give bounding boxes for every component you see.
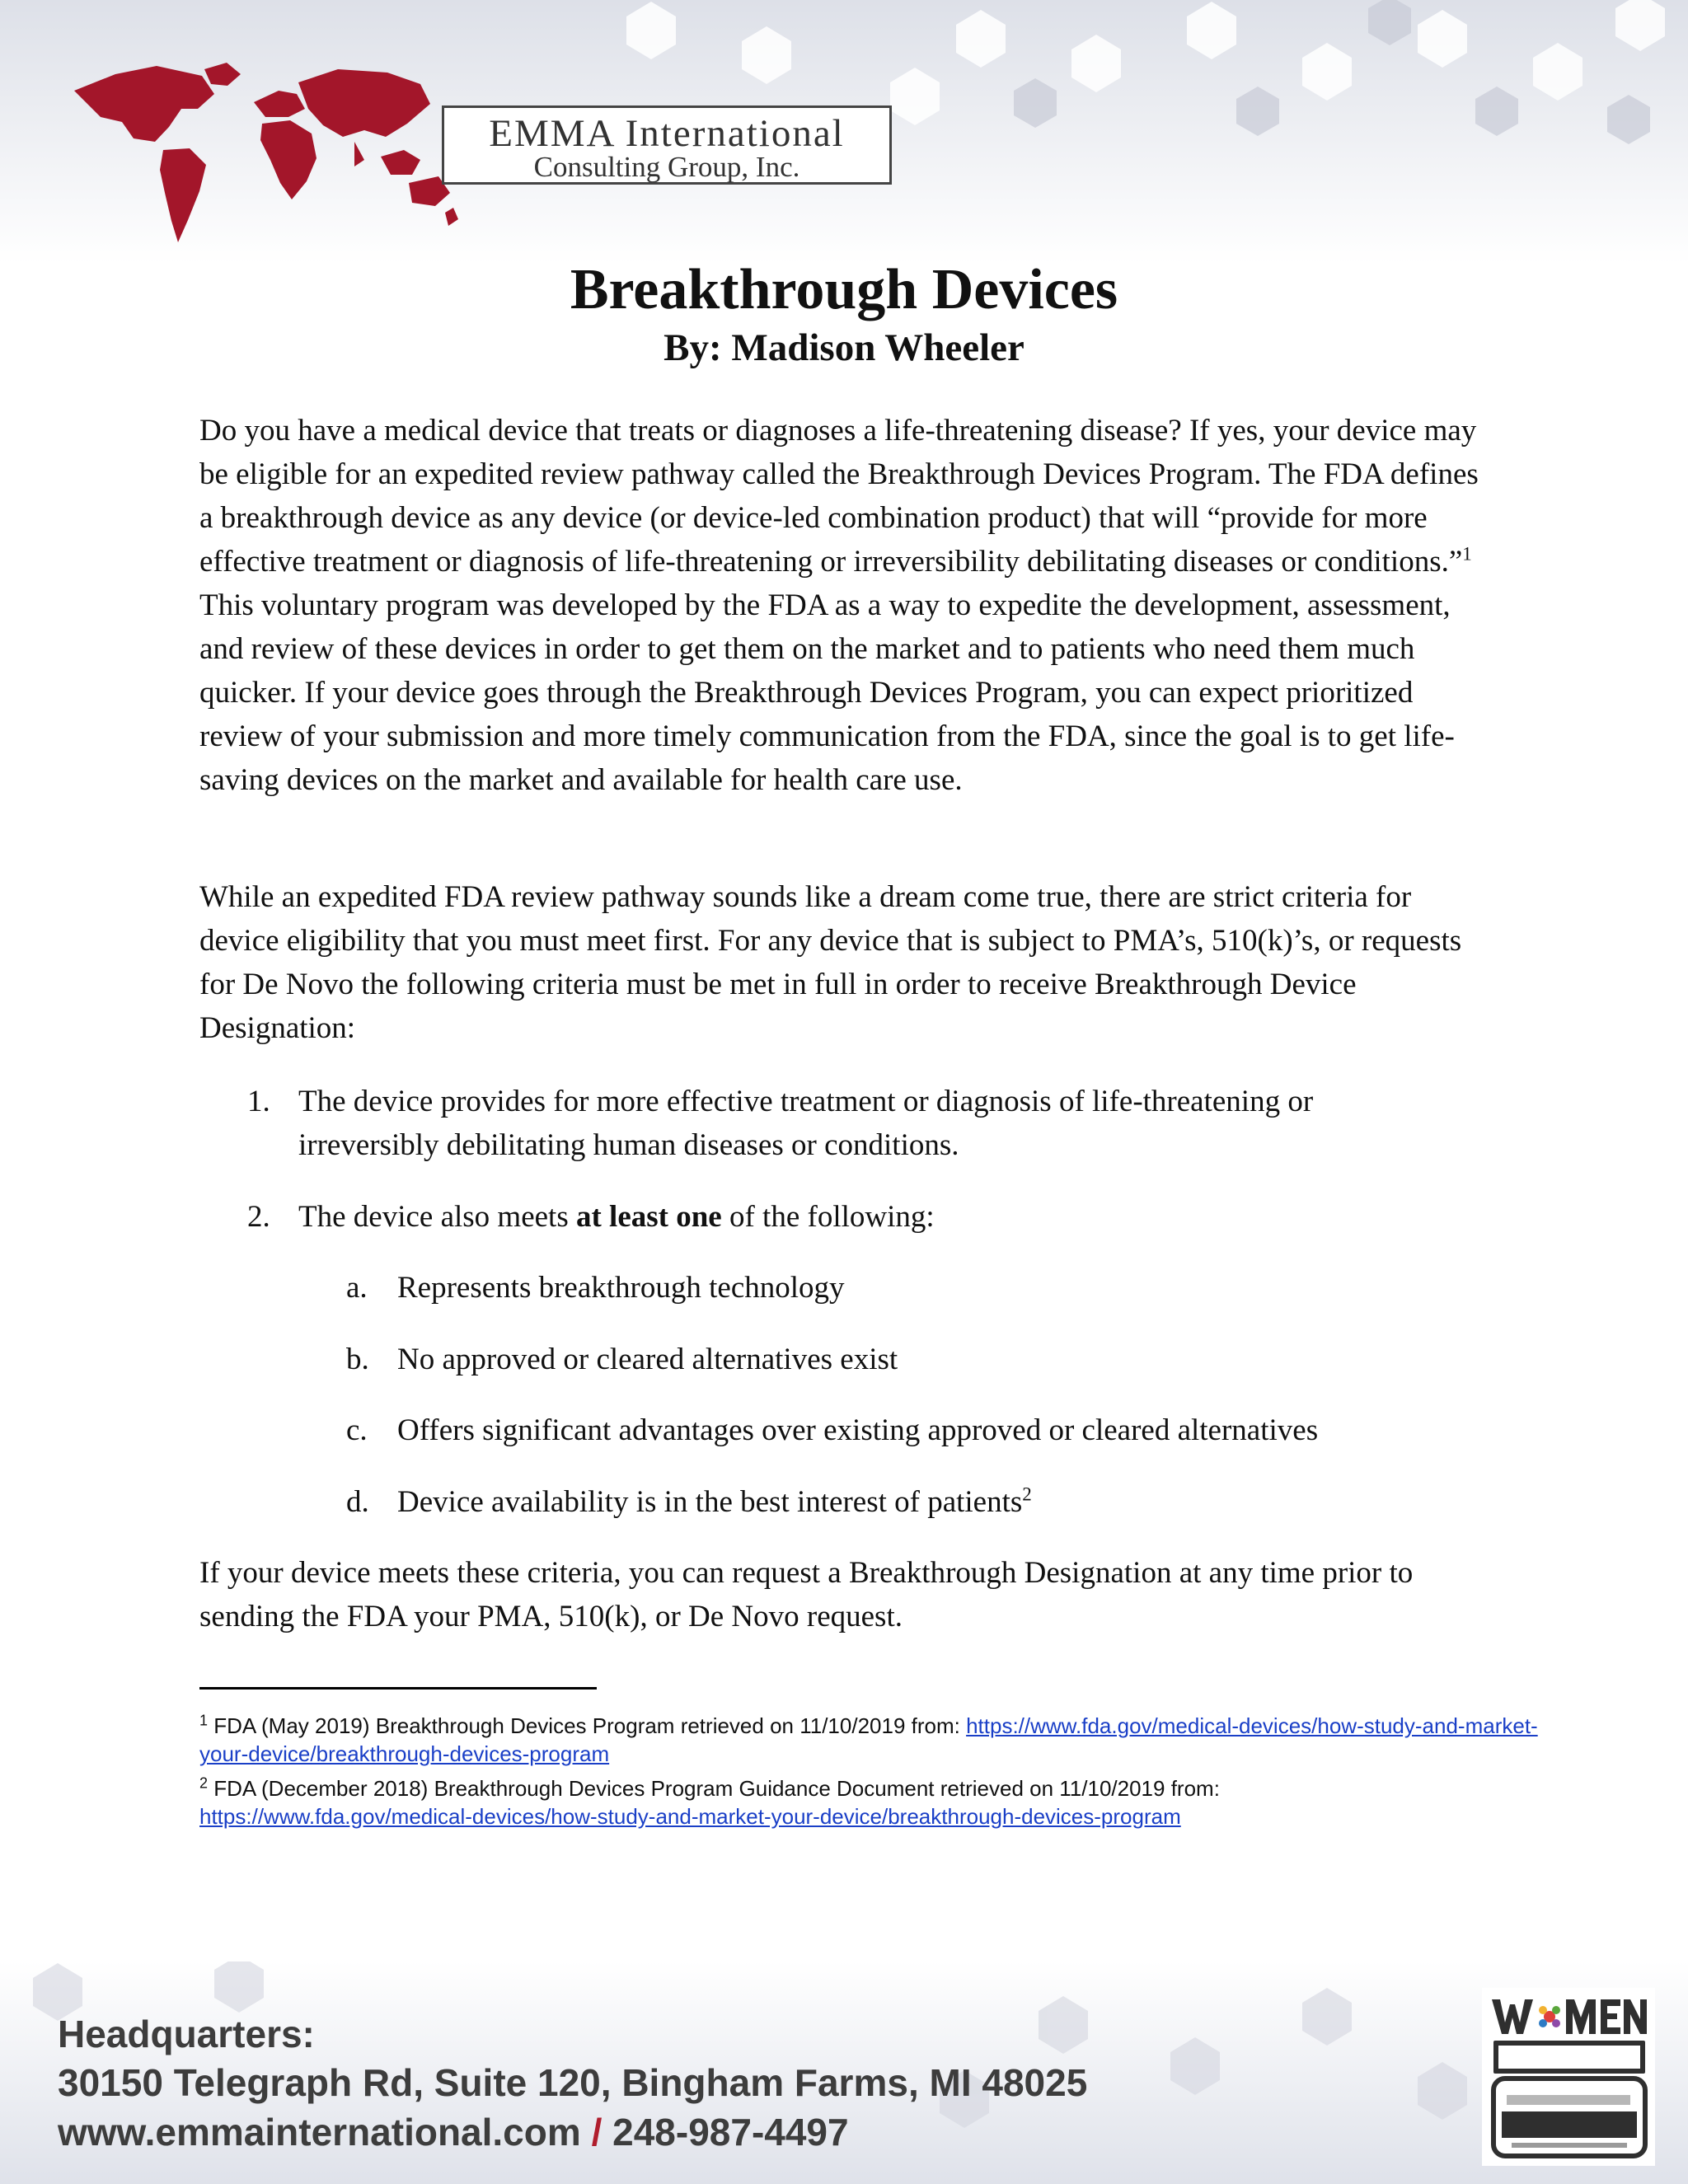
sub-criteria-text: No approved or cleared alternatives exist bbox=[397, 1343, 898, 1376]
footnote-1 bbox=[199, 1712, 1551, 1768]
sub-criteria-text-body: Device availability is in the best interest of patients bbox=[397, 1485, 1023, 1519]
sub-criteria-text: Offers significant advantages over existing approved or cleared alternatives bbox=[397, 1413, 1319, 1447]
world-map-logo bbox=[58, 51, 462, 249]
footnote-text: FDA (May 2019) Breakthrough Devices Program retrieved on 11/10/2019 from: bbox=[208, 1713, 967, 1738]
criteria-text-pre: The device also meets bbox=[298, 1200, 576, 1234]
paragraph-intro-text: Do you have a medical device that treats or diagnoses a life-threatening disease? If yes, your device may be eligible for an expedited review pathway called the Breakthrough Devices Program. The FDA defines a breakthrough device as any device (or device-led combination product) that will “provide for more effective treatment or diagnosis of life-threatening or irreversibility debilitating diseases or conditions.” bbox=[199, 414, 1479, 579]
article-title: Breakthrough Devices bbox=[570, 258, 1118, 321]
footnote-2 bbox=[199, 1774, 1551, 1830]
criteria-text-emphasis: at least one bbox=[575, 1200, 722, 1234]
sub-criteria-text bbox=[397, 1480, 1469, 1524]
paragraph-intro-continued: This voluntary program was developed by the FDA as a way to expedite the development, assessment, and review of these devices in order to get them on the market and to patients who need them much quicker. If your device goes through the Breakthrough Devices Program, you can expect prioritized review of your submission and more timely communication from the FDA, since the goal is to get life-saving devices on the market and available for health care use. bbox=[199, 588, 1455, 797]
criteria-number: 1. bbox=[247, 1085, 270, 1118]
criteria-number: 2. bbox=[247, 1200, 270, 1234]
paragraph-intro bbox=[199, 409, 1487, 802]
footnote-ref-1[interactable]: 1 bbox=[1462, 543, 1472, 565]
footnote-link[interactable]: https://www.fda.gov/medical-devices/how-study-and-market-your-device/breakthrough-devices-program bbox=[199, 1713, 1538, 1766]
women-owned-wbenc-badge-icon bbox=[1482, 1988, 1655, 2166]
sub-criteria-letter: c. bbox=[346, 1413, 368, 1447]
sub-criteria-text: Represents breakthrough technology bbox=[397, 1271, 845, 1305]
footer-hq-label: Headquarters: bbox=[58, 2013, 315, 2055]
footer-website[interactable]: www.emmainternational.com bbox=[58, 2111, 581, 2154]
criteria-text bbox=[298, 1195, 1452, 1239]
footer-phone: 248-987-4497 bbox=[612, 2111, 849, 2154]
sub-criteria-letter: a. bbox=[346, 1271, 368, 1305]
footer-address: 30150 Telegraph Rd, Suite 120, Bingham Farms, MI 48025 bbox=[58, 2061, 1088, 2104]
article-author: By: Madison Wheeler bbox=[663, 326, 1025, 369]
criteria-text-post: of the following: bbox=[721, 1200, 935, 1234]
paragraph-conclusion: If your device meets these criteria, you can request a Breakthrough Designation at any time prior to sending the FDA your PMA, 510(k), or De Novo request. bbox=[199, 1556, 1414, 1633]
footnote-text: FDA (December 2018) Breakthrough Devices Program Guidance Document retrieved on 11/10/2019 from: bbox=[208, 1776, 1220, 1801]
brand-subtitle: Consulting Group, Inc. bbox=[533, 151, 800, 183]
sub-criteria-letter: d. bbox=[346, 1485, 369, 1519]
footnote-divider bbox=[199, 1687, 597, 1690]
footnote-number: 2 bbox=[199, 1774, 209, 1792]
footnote-ref-2[interactable]: 2 bbox=[1022, 1483, 1032, 1505]
brand-name: EMMA International bbox=[489, 112, 845, 155]
brand-box bbox=[442, 105, 892, 185]
criteria-text: The device provides for more effective treatment or diagnosis of life-threatening or irreversibly debilitating human diseases or conditions. bbox=[298, 1085, 1314, 1162]
footer-contact bbox=[58, 2110, 849, 2154]
footer-separator: / bbox=[591, 2111, 603, 2154]
footnote-link[interactable]: https://www.fda.gov/medical-devices/how-study-and-market-your-device/breakthrough-devices-program bbox=[199, 1804, 1181, 1829]
paragraph-criteria-intro: While an expedited FDA review pathway sounds like a dream come true, there are strict criteria for device eligibility that you must meet first. For any device that is subject to PMA’s, 510(k)’s, or requests for De Novo the following criteria must be met in full in order to receive Breakthrough Device Designation: bbox=[199, 880, 1462, 1045]
sub-criteria-letter: b. bbox=[346, 1343, 369, 1376]
footnote-number: 1 bbox=[199, 1712, 209, 1729]
